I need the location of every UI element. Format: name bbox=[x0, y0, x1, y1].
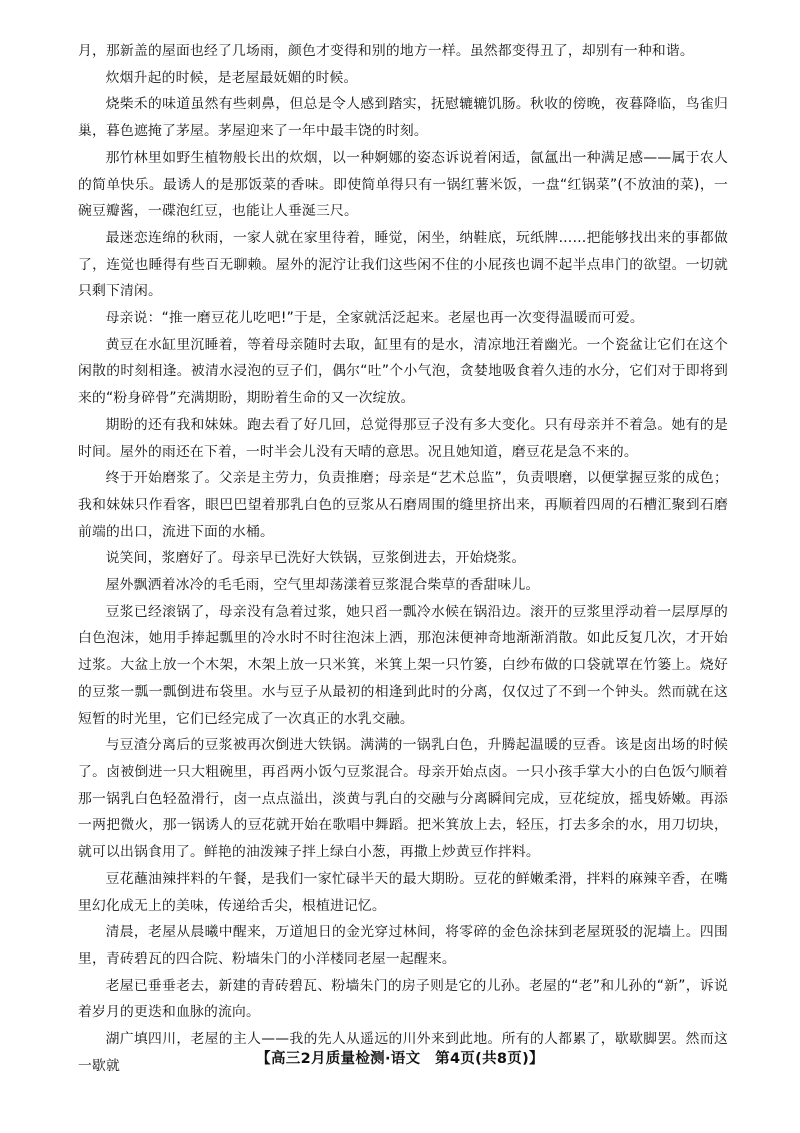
paragraph: 终于开始磨浆了。父亲是主劳力，负责推磨；母亲是“艺术总监”，负责喂磨，以便掌握豆浆的成色；我和妹妹只作看客，眼巴巴望着那乳白色的豆浆从石磨周围的缝里挤出来，再顺着四周的石槽汇聚到石磨前端的出口，流进下面的水桶。 bbox=[78, 470, 728, 540]
paragraph: 湖广填四川，老屋的主人——我的先人从遥远的川外来到此地。所有的人都累了，歇歇脚罢。然而这一歇就 bbox=[78, 1031, 728, 1074]
paragraph: 月，那新盖的屋面也经了几场雨，颜色才变得和别的地方一样。虽然都变得丑了，却别有一种和谐。 bbox=[78, 43, 694, 59]
paragraph: 黄豆在水缸里沉睡着，等着母亲随时去取，缸里有的是水，清凉地汪着幽光。一个瓷盆让它们在这个闲散的时刻相逢。被清水浸泡的豆子们，偶尔“吐”个小气泡，贪婪地吸食着久违的水分，它们对于即将到来的“粉身碎骨”充满期盼，期盼着生命的又一次绽放。 bbox=[78, 336, 728, 407]
paragraph: 豆花蘸油辣拌料的午餐，是我们一家忙碌半天的最大期盼。豆花的鲜嫩柔滑，拌料的麻辣辛香，在嘴里幻化成无上的美味，传递给舌尖，根植进记忆。 bbox=[78, 870, 728, 914]
paragraph: 那竹林里如野生植物般长出的炊烟，以一种婀娜的姿态诉说着闲适，氤氲出一种满足感——属于农人的简单快乐。最诱人的是那饭菜的香味。即使简单得只有一锅红薯米饭，一盘“红锅菜”(不放油的菜)，一碗豆瓣酱，一碟泡红豆，也能让人垂涎三尺。 bbox=[78, 149, 728, 220]
paragraph: 最迷恋连绵的秋雨，一家人就在家里待着，睡觉，闲坐，纳鞋底，玩纸牌……把能够找出来的事都做了，连觉也睡得有些百无聊赖。屋外的泥泞让我们这些闲不住的小屁孩也调不起半点串门的欲望。一切就只剩下清闲。 bbox=[78, 229, 728, 300]
paragraph: 豆浆已经滚锅了，母亲没有急着过浆，她只舀一瓢冷水候在锅沿边。滚开的豆浆里浮动着一层厚厚的白色泡沫，她用手捧起瓢里的冷水时不时往泡沫上洒，那泡沫便神奇地渐渐消散。如此反复几次，才开始过浆。大盆上放一个木架，木架上放一只米箕，米箕上架一只竹篓，白纱布做的口袋就罩在竹篓上。烧好的豆浆一瓢一瓢倒进布袋里。水与豆子从最初的相逢到此时的分离，仅仅过了不到一个钟头。然而就在这短暂的时光里，它们已经完成了一次真正的水乳交融。 bbox=[78, 603, 728, 727]
paragraph: 期盼的还有我和妹妹。跑去看了好几回，总觉得那豆子没有多大变化。只有母亲并不着急。她有的是时间。屋外的雨还在下着，一时半会儿没有天晴的意思。况且她知道，磨豆花是急不来的。 bbox=[78, 416, 728, 460]
page-footer: 【高三2月质量检测·语文 第4页(共8页)】 bbox=[256, 1051, 544, 1067]
paragraph: 烧柴禾的味道虽然有些刺鼻，但总是令人感到踏实，抚慰辘辘饥肠。秋收的傍晚，夜暮降临，鸟雀归巢，暮色遮掩了茅屋。茅屋迎来了一年中最丰饶的时刻。 bbox=[78, 96, 728, 140]
paragraph: 老屋已垂垂老去，新建的青砖碧瓦、粉墙朱门的房子则是它的儿孙。老屋的“老”和儿孙的“新”，诉说着岁月的更迭和血脉的流向。 bbox=[78, 977, 728, 1021]
article-body bbox=[78, 38, 728, 1079]
paragraph: 与豆渣分离后的豆浆被再次倒进大铁锅。满满的一锅乳白色，升腾起温暖的豆香。该是卤出场的时候了。卤被倒进一只大粗碗里，再舀两小饭勺豆浆混合。母亲开始点卤。一只小孩手掌大小的白色饭勺顺着那一锅乳白色轻盈滑行，卤一点点溢出，淡黄与乳白的交融与分离瞬间完成，豆花绽放，摇曳娇嫩。再添一两把微火，那一锅诱人的豆花就开始在歌唱中舞蹈。把米箕放上去，轻压，打去多余的水，用刀切块，就可以出锅食用了。鲜艳的油泼辣子拌上绿白小葱，再撒上炒黄豆作拌料。 bbox=[78, 737, 728, 861]
paragraph: 说笑间，浆磨好了。母亲早已洗好大铁锅，豆浆倒进去，开始烧浆。 bbox=[105, 550, 526, 567]
paragraph: 屋外飘洒着冰冷的毛毛雨，空气里却荡漾着豆浆混合柴草的香甜味儿。 bbox=[105, 577, 540, 594]
paragraph: 母亲说：“推一磨豆花儿吃吧!”于是，全家就活泛起来。老屋也再一次变得温暖而可爱。 bbox=[105, 310, 644, 327]
paragraph: 炊烟升起的时候，是老屋最妩媚的时候。 bbox=[105, 69, 358, 86]
paragraph: 清晨，老屋从晨曦中醒来，万道旭日的金光穿过林间，将零碎的金色涂抹到老屋斑驳的泥墙上。四围里，青砖碧瓦的四合院、粉墙朱门的小洋楼同老屋一起醒来。 bbox=[78, 924, 728, 967]
